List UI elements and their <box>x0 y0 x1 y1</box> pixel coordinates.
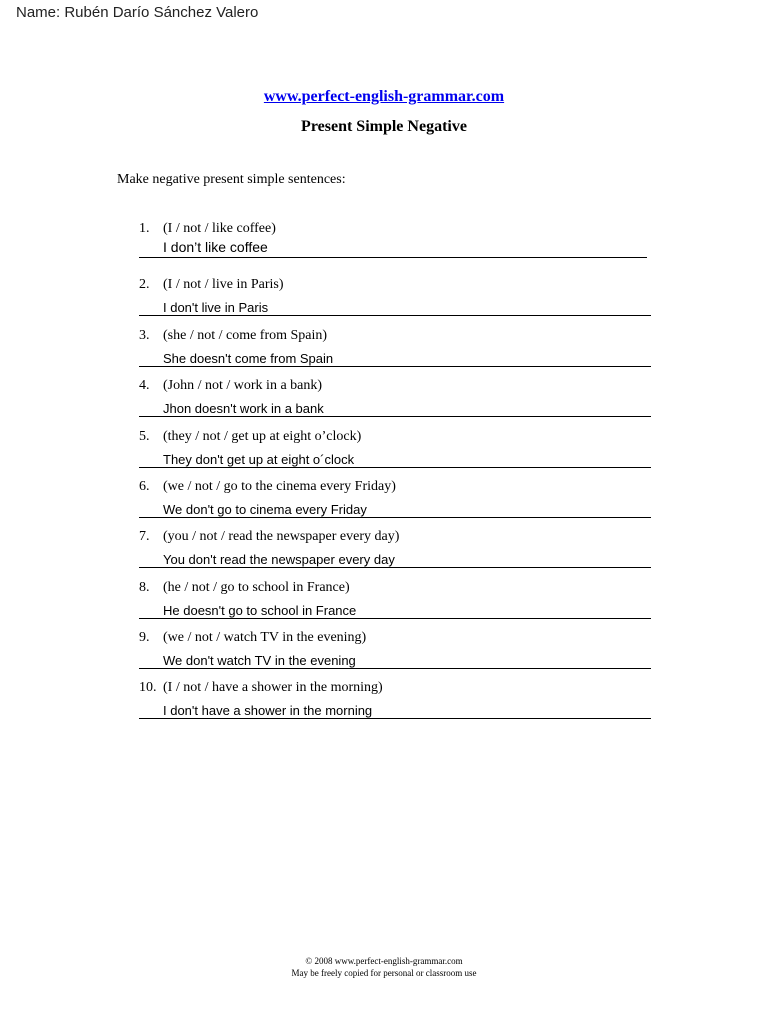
question-item <box>139 221 651 271</box>
answer-field[interactable]: Jhon doesn't work in a bank <box>163 401 324 416</box>
question-prompt <box>139 630 366 646</box>
answer-field[interactable]: You don't read the newspaper every day <box>163 552 395 567</box>
question-text: (he / not / go to school in France) <box>163 580 350 595</box>
question-item <box>139 429 651 479</box>
answer-field[interactable]: They don't get up at eight o´clock <box>163 452 355 467</box>
question-number: 4. <box>139 378 150 393</box>
answer-line <box>139 416 651 417</box>
question-item <box>139 277 651 327</box>
answer-field[interactable]: I don't live in Paris <box>163 300 269 315</box>
question-prompt <box>139 479 396 495</box>
answer-line <box>139 618 651 619</box>
question-number: 8. <box>139 580 150 595</box>
question-number: 10. <box>139 680 157 695</box>
answer-field[interactable]: I don't have a shower in the morning <box>163 703 373 718</box>
question-prompt <box>139 328 327 344</box>
question-item <box>139 580 651 630</box>
footer <box>0 955 768 979</box>
question-number: 7. <box>139 529 150 544</box>
answer-line <box>139 257 647 258</box>
question-text: (she / not / come from Spain) <box>163 328 328 343</box>
answer-field[interactable]: She doesn't come from Spain <box>163 351 334 366</box>
question-text: (they / not / get up at eight o’clock) <box>163 429 362 444</box>
answer-line <box>139 668 651 669</box>
question-text: (you / not / read the newspaper every day) <box>163 529 400 544</box>
question-item <box>139 529 651 579</box>
answer-line <box>139 517 651 518</box>
answer-line <box>139 718 651 719</box>
question-text: (we / not / go to the cinema every Friday) <box>163 479 396 494</box>
question-prompt <box>139 429 361 445</box>
student-name: Name: Rubén Darío Sánchez Valero <box>16 4 259 21</box>
question-number: 3. <box>139 328 150 343</box>
answer-line <box>139 315 651 316</box>
worksheet-title: Present Simple Negative <box>301 118 467 135</box>
question-text: (I / not / have a shower in the morning) <box>163 680 383 695</box>
question-item <box>139 630 651 680</box>
answer-field[interactable]: We don't go to cinema every Friday <box>163 502 367 517</box>
question-item <box>139 328 651 378</box>
question-prompt <box>139 378 322 394</box>
question-item <box>139 479 651 529</box>
question-text: (John / not / work in a bank) <box>163 378 323 393</box>
answer-field[interactable]: We don't watch TV in the evening <box>163 653 356 668</box>
instruction-text: Make negative present simple sentences: <box>117 172 346 187</box>
answer-line <box>139 567 651 568</box>
question-number: 1. <box>139 221 150 236</box>
answer-line <box>139 467 651 468</box>
question-prompt <box>139 277 284 293</box>
question-number: 5. <box>139 429 150 444</box>
question-prompt <box>139 529 399 545</box>
answer-line <box>139 366 651 367</box>
question-prompt <box>139 680 383 696</box>
question-item <box>139 680 651 730</box>
question-item <box>139 378 651 428</box>
footer-copyright: © 2008 www.perfect-english-grammar.com <box>305 956 463 966</box>
site-link[interactable]: www.perfect-english-grammar.com <box>263 88 505 105</box>
answer-field[interactable]: He doesn't go to school in France <box>163 603 357 618</box>
question-text: (I / not / like coffee) <box>163 221 276 236</box>
question-number: 9. <box>139 630 150 645</box>
question-text: (I / not / live in Paris) <box>163 277 284 292</box>
question-prompt <box>139 221 276 237</box>
question-prompt <box>139 580 350 596</box>
question-number: 6. <box>139 479 150 494</box>
answer-field[interactable]: I don’t like coffee <box>163 239 268 255</box>
footer-note: May be freely copied for personal or classroom use <box>291 968 477 978</box>
question-text: (we / not / watch TV in the evening) <box>163 630 367 645</box>
question-number: 2. <box>139 277 150 292</box>
